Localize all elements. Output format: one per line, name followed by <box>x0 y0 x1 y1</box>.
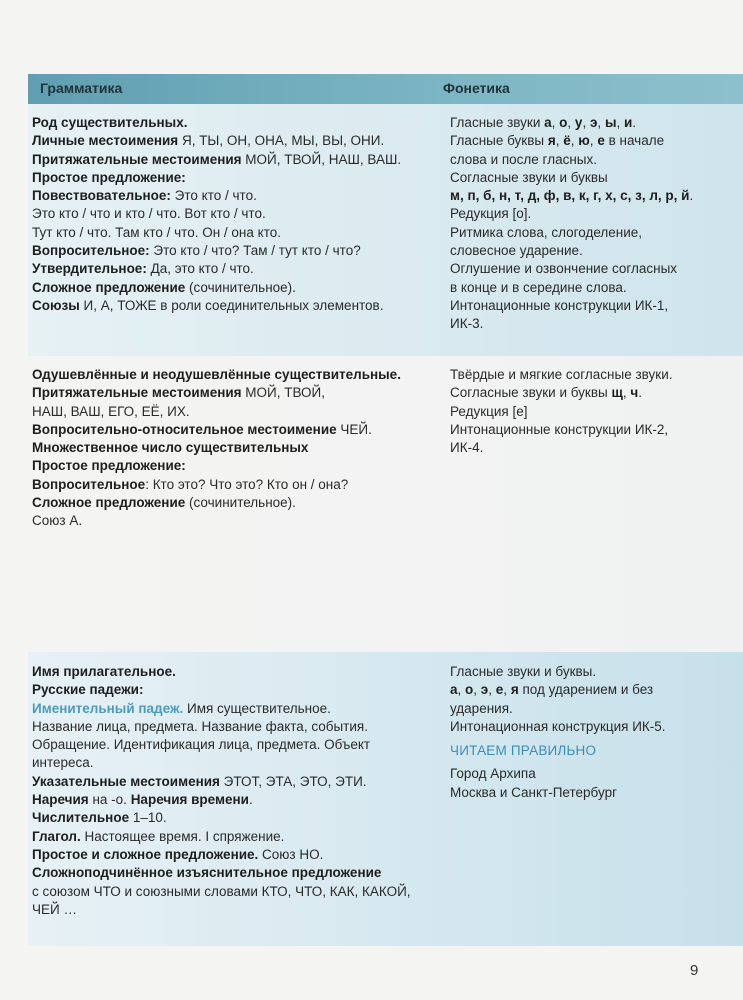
phonetics-text: Ритмика слова, слогоделение, <box>450 224 643 240</box>
grammar-line <box>32 883 411 901</box>
grammar-text: Я, ТЫ, ОН, ОНА, МЫ, ВЫ, ОНИ. <box>178 133 385 149</box>
phonetics-text: , <box>597 115 605 130</box>
phonetic-letter: а <box>544 115 552 130</box>
grammar-line <box>32 279 401 297</box>
phonetics-text: . <box>632 115 637 130</box>
read-correctly-heading: ЧИТАЕМ ПРАВИЛЬНО <box>450 743 597 759</box>
row3-phonetics-block <box>450 663 666 802</box>
grammar-term: Сложное предложение <box>32 279 186 295</box>
phonetics-text: Гласные звуки и буквы. <box>450 664 597 679</box>
phonetics-text: Твёрдые и мягкие согласные звуки. <box>450 367 673 382</box>
phonetics-text: ИК-3. <box>450 316 484 332</box>
grammar-term: Русские падежи: <box>32 682 144 698</box>
phonetic-letter: ю <box>578 133 590 149</box>
phonetics-line <box>450 700 666 718</box>
phonetic-letter: о <box>559 115 568 130</box>
grammar-term: Повествовательное: <box>32 188 171 204</box>
phonetics-text: Оглушение и озвончение согласных <box>450 261 678 277</box>
phonetics-text: в конце и в середине слова. <box>450 279 627 295</box>
grammar-text: Союз НО. <box>258 846 324 862</box>
grammar-text: И, А, ТОЖЕ в роли соединительных элементов. <box>79 297 384 313</box>
phonetics-text: , <box>622 385 631 401</box>
phonetic-letter: м, п, б, н, т, д, ф, в, к, г, х, с, з, л, р, й <box>450 188 690 204</box>
row3-grammar-text <box>32 663 411 919</box>
grammar-line <box>32 439 401 457</box>
phonetics-text: Интонационная конструкция ИК-5. <box>450 718 666 734</box>
grammar-line <box>32 754 411 772</box>
phonetics-text: Согласные звуки и буквы <box>450 385 612 401</box>
grammar-line <box>32 169 401 187</box>
grammar-text: (сочинительное). <box>185 279 296 295</box>
grammar-line <box>32 297 401 315</box>
phonetics-text: , <box>567 115 575 130</box>
phonetics-line <box>450 366 673 384</box>
grammar-line <box>32 384 401 402</box>
grammar-line <box>32 791 411 809</box>
phonetic-letter: ч <box>630 385 639 401</box>
phonetics-text: Гласные буквы <box>450 133 548 149</box>
phonetics-text: . <box>638 385 642 401</box>
grammar-term: Утвердительное: <box>32 261 147 277</box>
grammar-line <box>32 151 401 169</box>
phonetics-line <box>450 384 673 402</box>
phonetic-letter: а <box>450 682 458 698</box>
grammar-line <box>32 457 401 475</box>
grammar-term: Вопросительное <box>32 476 146 492</box>
phonetics-line <box>450 242 693 260</box>
read-item: Город Архипа <box>450 766 536 782</box>
phonetic-letter: щ <box>611 385 623 401</box>
grammar-line <box>32 403 401 421</box>
grammar-text: 1–10. <box>129 810 167 826</box>
phonetics-text: , <box>589 133 598 149</box>
grammar-term: Глагол. <box>32 828 81 844</box>
phonetics-text: , <box>570 133 579 149</box>
grammar-text: Это кто / что? Там / тут кто / что? <box>149 243 361 259</box>
phonetics-line <box>450 187 693 205</box>
grammar-line <box>32 224 401 242</box>
grammar-text: ЧЕЙ. <box>336 421 372 437</box>
row2-grammar-text <box>32 366 401 531</box>
grammar-line <box>32 114 401 132</box>
phonetics-line <box>450 718 666 736</box>
grammar-line <box>32 366 401 384</box>
phonetic-letter: у <box>574 115 583 130</box>
phonetics-text: , <box>616 115 624 130</box>
grammar-text: Название лица, предмета. Название факта, события. <box>32 718 368 734</box>
grammar-line <box>32 681 411 699</box>
grammar-text: Да, это кто / что. <box>146 261 254 277</box>
grammar-text: Союз А. <box>32 513 83 529</box>
row1-grammar-text <box>32 114 401 315</box>
phonetics-line <box>450 439 673 457</box>
phonetics-text: ударения. <box>450 700 513 716</box>
grammar-term: Личные местоимения <box>32 133 179 149</box>
phonetic-letter: о <box>465 682 474 698</box>
grammar-term: Союзы <box>32 297 80 313</box>
phonetics-line <box>450 169 693 187</box>
phonetics-text: словесное ударение. <box>450 243 583 259</box>
row3-phonetics-text <box>450 663 666 736</box>
phonetics-line <box>450 260 693 278</box>
grammar-term: Указательные местоимения <box>32 773 220 789</box>
phonetic-letter: э <box>589 115 598 130</box>
grammar-term: Имя прилагательное. <box>32 664 176 679</box>
phonetics-text: , <box>457 682 466 698</box>
phonetics-text: , <box>582 115 590 130</box>
grammar-term: Наречия времени <box>130 792 249 808</box>
grammar-text: (сочинительное). <box>185 495 296 511</box>
grammar-line <box>32 187 401 205</box>
read-item: Москва и Санкт-Петербург <box>450 784 618 800</box>
grammar-line <box>32 736 411 754</box>
grammar-line <box>32 260 401 278</box>
phonetics-line <box>450 151 693 169</box>
phonetics-line <box>450 114 693 132</box>
phonetic-letter: е <box>597 133 605 149</box>
grammar-term: Род существительных. <box>32 115 188 130</box>
grammar-text: Это кто / что и кто / что. Вот кто / что. <box>32 206 266 222</box>
grammar-line <box>32 421 401 439</box>
phonetics-text: Гласные звуки <box>450 115 545 130</box>
phonetics-text: Редукция [о]. <box>450 206 532 222</box>
grammar-column-heading: Грамматика <box>40 80 123 96</box>
grammar-line <box>32 901 411 919</box>
phonetics-text: Согласные звуки и буквы <box>450 169 608 185</box>
grammar-term: Притяжательные местоимения <box>32 385 242 401</box>
phonetic-letter: э <box>480 682 489 698</box>
grammar-text: . <box>248 792 253 808</box>
table-header <box>28 74 743 104</box>
phonetics-text: , <box>551 115 560 130</box>
phonetics-text: , <box>555 133 564 149</box>
phonetics-text: Интонационные конструкции ИК-2, <box>450 421 669 437</box>
grammar-text: с союзом ЧТО и союзными словами КТО, ЧТО, КАК, КАКОЙ, <box>32 883 411 899</box>
grammar-line <box>32 476 401 494</box>
grammar-line <box>32 242 401 260</box>
grammar-text: Обращение. Идентификация лица, предмета. Объект <box>32 737 371 753</box>
phonetics-text: , <box>488 682 496 698</box>
grammar-line <box>32 846 411 864</box>
phonetics-line <box>450 132 693 150</box>
row2-phonetics-text <box>450 366 673 457</box>
phonetics-line <box>450 421 673 439</box>
grammar-line <box>32 718 411 736</box>
phonetics-text: Интонационные конструкции ИК-1, <box>450 297 669 313</box>
phonetic-letter: я <box>510 682 519 698</box>
grammar-term: Простое предложение: <box>32 169 186 185</box>
phonetics-line <box>450 297 693 315</box>
grammar-term: Множественное число существительных <box>32 440 309 456</box>
grammar-line <box>32 132 401 150</box>
phonetic-letter: ё <box>563 133 571 149</box>
grammar-text: Имя существительное. <box>183 700 331 716</box>
phonetic-letter: и <box>623 115 633 130</box>
phonetics-line <box>450 224 693 242</box>
phonetics-text: слова и после гласных. <box>450 151 597 167</box>
grammar-text: интереса. <box>32 755 94 771</box>
grammar-text: МОЙ, ТВОЙ, <box>241 385 326 401</box>
grammar-line <box>32 864 411 882</box>
phonetics-column-heading: Фонетика <box>443 80 510 96</box>
phonetics-text: , <box>473 682 481 698</box>
phonetics-line <box>450 279 693 297</box>
grammar-term: Числительное <box>32 810 130 826</box>
grammar-term: Сложное предложение <box>32 495 186 511</box>
phonetics-text: ИК-4. <box>450 440 484 456</box>
grammar-line <box>32 700 411 718</box>
grammar-line <box>32 809 411 827</box>
phonetics-text: Редукция [е] <box>450 403 528 419</box>
grammar-text: ЧЕЙ … <box>32 901 77 917</box>
grammar-line <box>32 205 401 223</box>
phonetics-line <box>450 205 693 223</box>
phonetic-letter: ы <box>604 115 617 130</box>
phonetics-line <box>450 663 666 681</box>
grammar-line <box>32 828 411 846</box>
grammar-line <box>32 494 401 512</box>
grammar-line <box>32 773 411 791</box>
grammar-term: Одушевлённые и неодушевлённые существительные. <box>32 367 401 382</box>
phonetic-letter: е <box>495 682 504 698</box>
grammar-line <box>32 663 411 681</box>
grammar-text: Это кто / что. <box>170 188 257 204</box>
row1-phonetics-text <box>450 114 693 334</box>
grammar-line <box>32 512 401 530</box>
phonetic-letter: я <box>547 133 556 149</box>
grammar-term: Простое и сложное предложение. <box>32 846 259 862</box>
grammar-text: ЭТОТ, ЭТА, ЭТО, ЭТИ. <box>219 773 367 789</box>
grammar-text: : Кто это? Что это? Кто он / она? <box>145 476 349 492</box>
phonetics-line <box>450 403 673 421</box>
page-number: 9 <box>690 962 699 979</box>
grammar-text: на -о. <box>88 792 131 808</box>
grammar-term: Вопросительное: <box>32 243 150 259</box>
grammar-term: Вопросительно-относительное местоимение <box>32 421 337 437</box>
phonetics-text: , <box>503 682 511 698</box>
case-heading: Именительный падеж. <box>32 700 184 716</box>
phonetics-line <box>450 315 693 333</box>
grammar-text: НАШ, ВАШ, ЕГО, ЕЁ, ИХ. <box>32 403 190 419</box>
grammar-term: Сложноподчинённое изъяснительное предложение <box>32 865 382 881</box>
grammar-text: Настоящее время. I спряжение. <box>80 828 285 844</box>
grammar-term: Притяжательные местоимения <box>32 151 242 167</box>
grammar-text: Тут кто / что. Там кто / что. Он / она кто. <box>32 224 281 240</box>
phonetics-line <box>450 681 666 699</box>
phonetics-text: в начале <box>604 133 665 149</box>
grammar-term: Наречия <box>32 792 89 808</box>
phonetics-text: . <box>689 188 694 204</box>
grammar-term: Простое предложение: <box>32 458 186 474</box>
phonetics-text: под ударением и без <box>518 682 654 698</box>
grammar-text: МОЙ, ТВОЙ, НАШ, ВАШ. <box>241 151 402 167</box>
